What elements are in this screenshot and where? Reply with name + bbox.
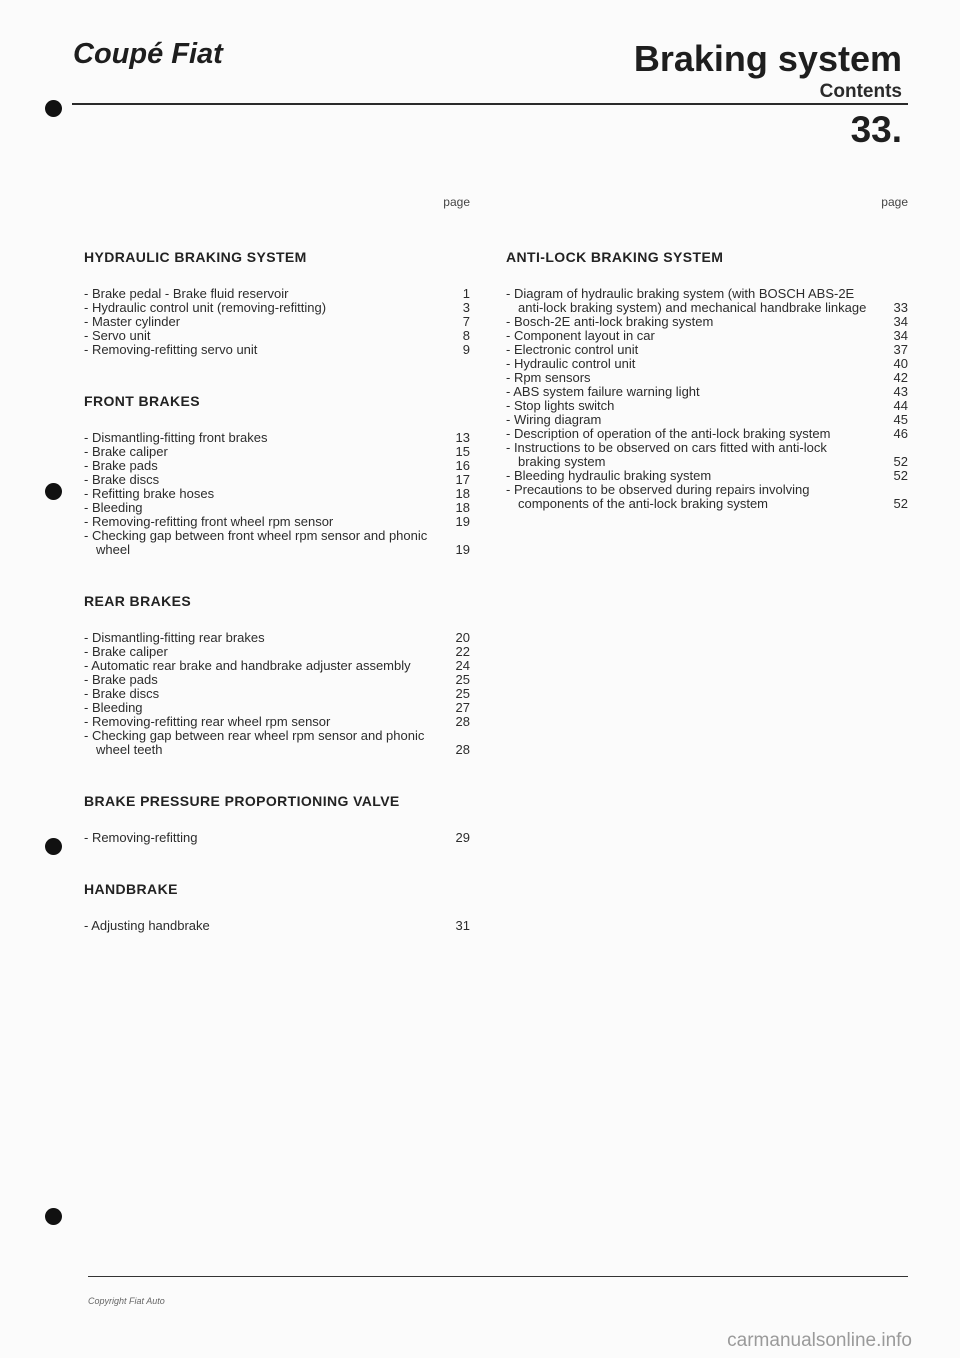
contents-entry[interactable] xyxy=(506,413,908,427)
watermark-text: carmanualsonline.info xyxy=(727,1330,912,1351)
entry-text: - Removing-refitting servo unit xyxy=(84,342,258,357)
entry-text: - Instructions to be observed on cars fitted with anti-lock braking system xyxy=(506,440,827,469)
entry-list xyxy=(84,919,470,933)
contents-entry[interactable] xyxy=(506,371,908,385)
entry-text: - Precautions to be observed during repairs involving components of the anti-lock braking system xyxy=(506,482,810,511)
punch-hole-2 xyxy=(45,483,62,500)
contents-entry[interactable] xyxy=(84,831,470,845)
entry-page-number: 15 xyxy=(455,444,470,459)
entry-page-number: 22 xyxy=(455,644,470,659)
entry-page-number: 18 xyxy=(455,500,470,515)
entry-text: - Brake pedal - Brake fluid reservoir xyxy=(84,286,289,301)
contents-entry[interactable] xyxy=(506,343,908,357)
contents-section xyxy=(84,249,470,357)
contents-entry[interactable] xyxy=(506,441,908,469)
entry-text: - Bleeding hydraulic braking system xyxy=(506,468,712,483)
entry-page-number: 16 xyxy=(455,458,470,473)
contents-entry[interactable] xyxy=(506,357,908,371)
contents-entry[interactable] xyxy=(84,315,470,329)
entry-list xyxy=(84,831,470,845)
entry-text: - Removing-refitting xyxy=(84,830,198,845)
entry-page-number: 19 xyxy=(455,514,470,529)
entry-page-number: 44 xyxy=(893,398,908,413)
entry-page-number: 52 xyxy=(893,454,908,469)
entry-page-number: 42 xyxy=(893,370,908,385)
entry-text: - Bosch-2E anti-lock braking system xyxy=(506,314,714,329)
contents-entry[interactable] xyxy=(506,315,908,329)
entry-text: - Rpm sensors xyxy=(506,370,591,385)
entry-page-number: 19 xyxy=(455,542,470,557)
entry-page-number: 34 xyxy=(893,314,908,329)
entry-page-number: 40 xyxy=(893,356,908,371)
entry-text: - Brake discs xyxy=(84,686,160,701)
punch-hole-3 xyxy=(45,838,62,855)
entry-list xyxy=(506,287,908,511)
contents-entry[interactable] xyxy=(84,301,470,315)
contents-entry[interactable] xyxy=(84,919,470,933)
section-heading: BRAKE PRESSURE PROPORTIONING VALVE xyxy=(84,793,400,809)
entry-text: - Hydraulic control unit xyxy=(506,356,636,371)
contents-entry[interactable] xyxy=(84,515,470,529)
contents-entry[interactable] xyxy=(84,473,470,487)
contents-entry[interactable] xyxy=(84,715,470,729)
entry-page-number: 3 xyxy=(462,300,470,315)
entry-page-number: 25 xyxy=(455,686,470,701)
entry-text: - Bleeding xyxy=(84,500,143,515)
entry-page-number: 31 xyxy=(455,918,470,933)
entry-page-number: 8 xyxy=(462,328,470,343)
contents-entry[interactable] xyxy=(506,287,908,315)
header-rule xyxy=(72,103,908,105)
entry-text: - Servo unit xyxy=(84,328,151,343)
contents-entry[interactable] xyxy=(506,427,908,441)
contents-entry[interactable] xyxy=(506,385,908,399)
entry-text: - Removing-refitting rear wheel rpm sensor xyxy=(84,714,331,729)
entry-text: - Description of operation of the anti-lock braking system xyxy=(506,426,831,441)
entry-page-number: 1 xyxy=(462,286,470,301)
entry-page-number: 28 xyxy=(455,714,470,729)
entry-page-number: 43 xyxy=(893,384,908,399)
contents-entry[interactable] xyxy=(506,469,908,483)
entry-text: - Brake pads xyxy=(84,458,158,473)
entry-text: - Brake pads xyxy=(84,672,158,687)
contents-left-column xyxy=(84,195,470,969)
entry-text: - Component layout in car xyxy=(506,328,655,343)
contents-entry[interactable] xyxy=(84,445,470,459)
entry-page-number: 34 xyxy=(893,328,908,343)
contents-section xyxy=(84,593,470,757)
entry-page-number: 52 xyxy=(893,468,908,483)
section-number: 33. xyxy=(850,109,902,150)
entry-text: - Brake discs xyxy=(84,472,160,487)
contents-entry[interactable] xyxy=(84,673,470,687)
entry-text: - Master cylinder xyxy=(84,314,181,329)
entry-page-number: 9 xyxy=(462,342,470,357)
entry-page-number: 25 xyxy=(455,672,470,687)
entry-text: - Removing-refitting front wheel rpm sensor xyxy=(84,514,334,529)
contents-entry[interactable] xyxy=(84,459,470,473)
page-column-label: page xyxy=(443,195,470,209)
entry-page-number: 20 xyxy=(455,630,470,645)
entry-text: - Stop lights switch xyxy=(506,398,615,413)
entry-page-number: 27 xyxy=(455,700,470,715)
punch-hole-1 xyxy=(45,100,62,117)
entry-text: - Diagram of hydraulic braking system (with BOSCH ABS-2E anti-lock braking system) and mechanical handbrake linkage xyxy=(506,286,867,315)
entry-text: - Bleeding xyxy=(84,700,143,715)
entry-text: - Refitting brake hoses xyxy=(84,486,215,501)
contents-entry[interactable] xyxy=(84,431,470,445)
page-column-label: page xyxy=(881,195,908,209)
section-heading: HYDRAULIC BRAKING SYSTEM xyxy=(84,249,307,265)
contents-entry[interactable] xyxy=(84,687,470,701)
entry-text: - Brake caliper xyxy=(84,644,168,659)
contents-entry[interactable] xyxy=(84,729,470,757)
entry-text: - Adjusting handbrake xyxy=(84,918,210,933)
contents-entry[interactable] xyxy=(84,701,470,715)
contents-section xyxy=(506,249,908,511)
contents-entry[interactable] xyxy=(506,399,908,413)
punch-hole-4 xyxy=(45,1208,62,1225)
contents-section xyxy=(84,793,470,845)
contents-section xyxy=(84,881,470,933)
copyright-text: Copyright Fiat Auto xyxy=(88,1296,165,1306)
contents-entry[interactable] xyxy=(506,329,908,343)
section-heading: HANDBRAKE xyxy=(84,881,178,897)
page-title: Braking system xyxy=(633,38,902,79)
entry-page-number: 17 xyxy=(455,472,470,487)
entry-page-number: 13 xyxy=(455,430,470,445)
contents-section xyxy=(84,393,470,557)
entry-text: - Dismantling-fitting rear brakes xyxy=(84,630,265,645)
contents-entry[interactable] xyxy=(84,645,470,659)
entry-text: - ABS system failure warning light xyxy=(506,384,700,399)
entry-page-number: 29 xyxy=(455,830,470,845)
contents-entry[interactable] xyxy=(84,329,470,343)
page-subtitle: Contents xyxy=(819,81,902,102)
contents-entry[interactable] xyxy=(84,659,470,673)
entry-text: - Electronic control unit xyxy=(506,342,639,357)
entry-text: - Dismantling-fitting front brakes xyxy=(84,430,268,445)
entry-page-number: 18 xyxy=(455,486,470,501)
entry-list xyxy=(84,631,470,757)
entry-page-number: 28 xyxy=(455,742,470,757)
entry-page-number: 7 xyxy=(462,314,470,329)
section-heading: ANTI-LOCK BRAKING SYSTEM xyxy=(506,249,724,265)
contents-entry[interactable] xyxy=(84,343,470,357)
contents-entry[interactable] xyxy=(84,287,470,301)
footer-rule xyxy=(88,1276,908,1277)
contents-entry[interactable] xyxy=(84,529,470,557)
contents-entry[interactable] xyxy=(84,631,470,645)
entry-list xyxy=(84,287,470,357)
contents-entry[interactable] xyxy=(506,483,908,511)
entry-text: - Hydraulic control unit (removing-refitting) xyxy=(84,300,327,315)
entry-page-number: 45 xyxy=(893,412,908,427)
contents-entry[interactable] xyxy=(84,487,470,501)
contents-right-column xyxy=(506,195,908,511)
entry-page-number: 37 xyxy=(893,342,908,357)
entry-page-number: 52 xyxy=(893,496,908,511)
entry-page-number: 33 xyxy=(893,300,908,315)
entry-text: - Checking gap between rear wheel rpm sensor and phonic wheel teeth xyxy=(84,728,425,757)
entry-list xyxy=(84,431,470,557)
entry-page-number: 46 xyxy=(893,426,908,441)
brand-title: Coupé Fiat xyxy=(73,38,223,70)
entry-page-number: 24 xyxy=(455,658,470,673)
entry-text: - Brake caliper xyxy=(84,444,168,459)
entry-text: - Wiring diagram xyxy=(506,412,602,427)
section-heading: REAR BRAKES xyxy=(84,593,192,609)
section-heading: FRONT BRAKES xyxy=(84,393,201,409)
entry-text: - Automatic rear brake and handbrake adjuster assembly xyxy=(84,658,411,673)
entry-text: - Checking gap between front wheel rpm sensor and phonic wheel xyxy=(84,528,428,557)
contents-entry[interactable] xyxy=(84,501,470,515)
